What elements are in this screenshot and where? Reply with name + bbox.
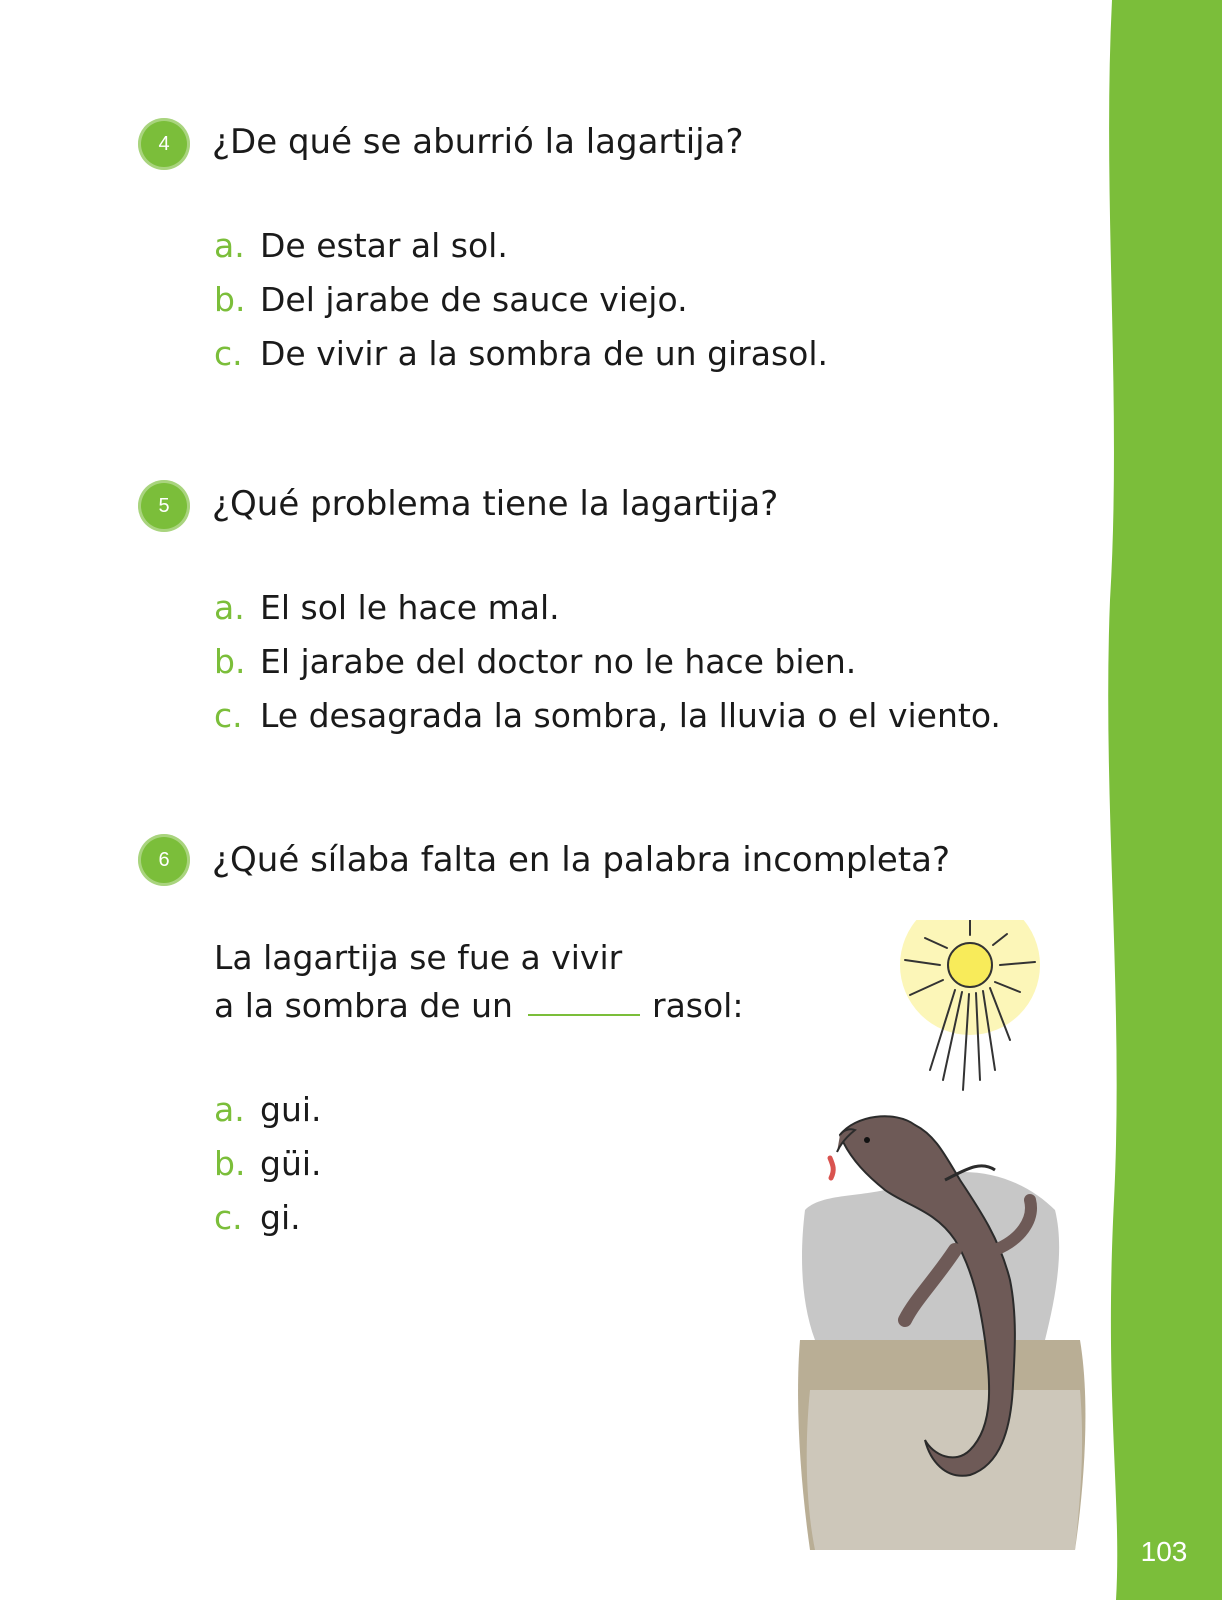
answer-option[interactable] <box>214 1090 322 1129</box>
option-letter: b. <box>214 642 246 681</box>
answer-option[interactable] <box>214 280 688 319</box>
option-text: De estar al sol. <box>260 226 508 265</box>
option-letter: b. <box>214 1144 246 1183</box>
sentence-line: La lagartija se fue a vivir <box>214 938 623 977</box>
question-text: ¿Qué sílaba falta en la palabra incompleta? <box>212 840 951 880</box>
page-number: 103 <box>1140 1536 1188 1567</box>
question-number-badge: 5 <box>138 480 190 532</box>
option-text: Le desagrada la sombra, la lluvia o el viento. <box>260 696 1001 735</box>
question-number-badge: 6 <box>138 834 190 886</box>
side-band <box>1102 0 1222 1600</box>
option-letter: c. <box>214 1198 243 1237</box>
option-text: El jarabe del doctor no le hace bien. <box>260 642 857 681</box>
option-letter: c. <box>214 696 243 735</box>
option-text: El sol le hace mal. <box>260 588 560 627</box>
option-letter: a. <box>214 588 245 627</box>
sentence-line-start: a la sombra de un <box>214 986 513 1025</box>
question-text: ¿Qué problema tiene la lagartija? <box>212 484 779 524</box>
option-text: güi. <box>260 1144 322 1183</box>
option-text: gui. <box>260 1090 322 1129</box>
option-letter: a. <box>214 1090 245 1129</box>
answer-option[interactable] <box>214 696 1001 735</box>
lizard-illustration <box>795 920 1095 1560</box>
sentence-line-end: rasol: <box>652 986 744 1025</box>
option-letter: b. <box>214 280 246 319</box>
option-letter: a. <box>214 226 245 265</box>
question-text: ¿De qué se aburrió la lagartija? <box>212 122 744 162</box>
answer-option[interactable] <box>214 642 856 681</box>
option-text: Del jarabe de sauce viejo. <box>260 280 688 319</box>
answer-option[interactable] <box>214 1198 301 1237</box>
answer-option[interactable] <box>214 588 560 627</box>
option-text: gi. <box>260 1198 301 1237</box>
sun-icon <box>900 920 1040 1090</box>
blank-line[interactable] <box>528 1014 640 1016</box>
answer-option[interactable] <box>214 226 508 265</box>
answer-option[interactable] <box>214 1144 322 1183</box>
question-number-badge: 4 <box>138 118 190 170</box>
option-letter: c. <box>214 334 243 373</box>
answer-option[interactable] <box>214 334 828 373</box>
option-text: De vivir a la sombra de un girasol. <box>260 334 829 373</box>
